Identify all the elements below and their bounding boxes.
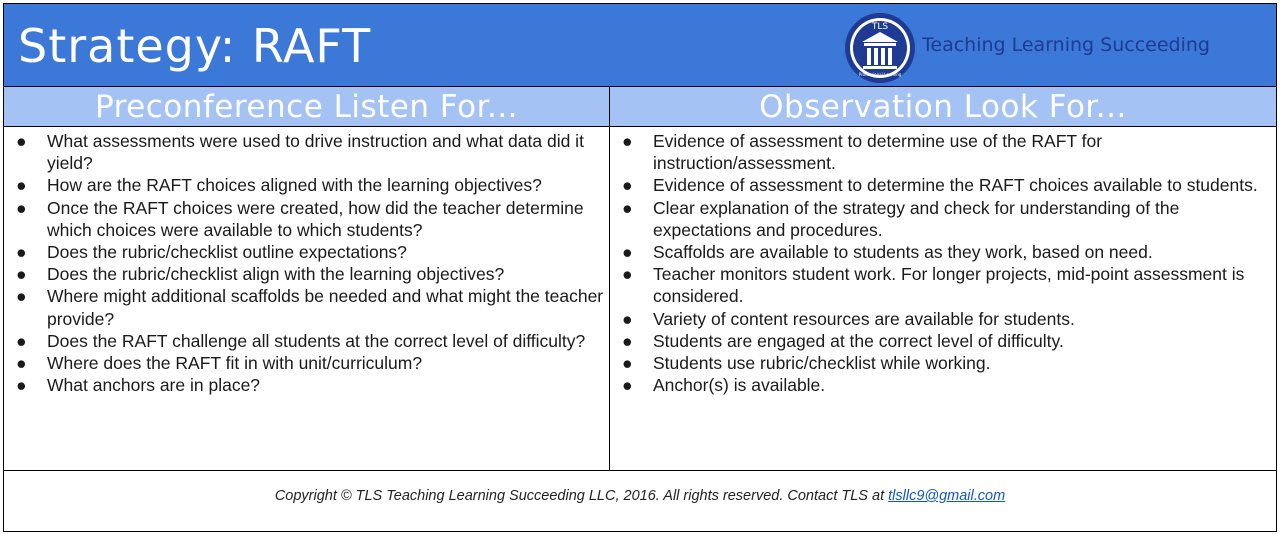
list-item	[4, 374, 609, 396]
list-item-text: What assessments were used to drive instruction and what data did it yield?	[47, 131, 584, 174]
list-item	[610, 308, 1276, 330]
preconference-heading: Preconference Listen For...	[4, 87, 610, 127]
page-title: Strategy: RAFT	[18, 19, 372, 73]
list-item-text: Where might additional scaffolds be needed and what might the teacher provide?	[47, 286, 604, 329]
bullet-icon: ●	[622, 264, 633, 285]
list-item-text: Students use rubric/checklist while working.	[653, 353, 991, 374]
list-item	[4, 263, 609, 285]
bullet-icon: ●	[622, 375, 633, 396]
list-item	[610, 330, 1276, 352]
list-item-text: What anchors are in place?	[47, 375, 261, 396]
list-item	[4, 197, 609, 241]
observation-list	[610, 127, 1276, 396]
logo-text: TLS	[871, 22, 889, 32]
list-item-text: How are the RAFT choices aligned with the learning objectives?	[47, 175, 542, 196]
list-item-text: Scaffolds are available to students as they work, based on need.	[653, 242, 1153, 263]
list-item-text: Does the rubric/checklist outline expectations?	[47, 242, 407, 263]
list-item-text: Teacher monitors student work. For longer projects, mid-point assessment is considered.	[653, 264, 1245, 307]
bullet-icon: ●	[16, 330, 27, 351]
list-item-text: Students are engaged at the correct level of difficulty.	[653, 330, 1064, 351]
list-item-text: Evidence of assessment to determine use of the RAFT for instruction/assessment.	[653, 131, 1103, 174]
list-item-text: Does the rubric/checklist align with the learning objectives?	[47, 264, 505, 285]
list-item-text: Where does the RAFT fit in with unit/curriculum?	[47, 353, 423, 374]
footer-divider	[4, 470, 1276, 471]
list-item	[4, 330, 609, 352]
copyright-footer	[4, 488, 1276, 504]
list-item-text: Once the RAFT choices were created, how did the teacher determine which choices were available to which students?	[47, 197, 584, 240]
contact-email-link[interactable]: tlsllc9@gmail.com	[888, 488, 1006, 504]
list-item-text: Clear explanation of the strategy and check for understanding of the expectations and procedures.	[653, 197, 1180, 240]
list-item	[610, 130, 1276, 174]
list-item	[4, 241, 609, 263]
bullet-icon: ●	[16, 353, 27, 374]
list-item	[4, 285, 609, 329]
list-item-text: Anchor(s) is available.	[653, 375, 826, 396]
list-item	[610, 197, 1276, 241]
brand-name: Teaching Learning Succeeding	[922, 34, 1210, 56]
bullet-icon: ●	[16, 286, 27, 307]
observation-column	[610, 127, 1276, 470]
logo-subtext: Professional Learning	[858, 72, 902, 77]
bullet-icon: ●	[16, 131, 27, 151]
list-item	[610, 374, 1276, 396]
list-item	[4, 130, 609, 174]
list-item	[4, 174, 609, 196]
bullet-icon: ●	[622, 353, 633, 374]
bullet-icon: ●	[622, 242, 633, 263]
bullet-icon: ●	[622, 308, 633, 329]
list-item	[610, 263, 1276, 307]
bullet-icon: ●	[622, 197, 633, 218]
list-item	[610, 174, 1276, 196]
bullet-icon: ●	[16, 242, 27, 263]
list-item-text: Evidence of assessment to determine the RAFT choices available to students.	[653, 175, 1258, 196]
bullet-icon: ●	[622, 330, 633, 351]
tls-logo-icon	[844, 12, 916, 84]
bullet-icon: ●	[16, 175, 27, 196]
list-item-text: Variety of content resources are available for students.	[653, 308, 1075, 329]
bullet-icon: ●	[622, 131, 633, 151]
copyright-text: Copyright © TLS Teaching Learning Succeeding LLC, 2016. All rights reserved. Contact TLS at	[274, 488, 889, 504]
bullet-icon: ●	[622, 175, 633, 196]
title-bar	[4, 4, 1276, 87]
preconference-list	[4, 127, 609, 396]
bullet-icon: ●	[16, 375, 27, 396]
list-item	[610, 352, 1276, 374]
observation-heading: Observation Look For...	[610, 87, 1276, 127]
list-item	[4, 352, 609, 374]
bullet-icon: ●	[16, 264, 27, 285]
list-item-text: Does the RAFT challenge all students at the correct level of difficulty?	[47, 330, 586, 351]
document-sheet	[3, 3, 1277, 532]
preconference-column	[4, 127, 610, 470]
bullet-icon: ●	[16, 197, 27, 218]
list-item	[610, 241, 1276, 263]
